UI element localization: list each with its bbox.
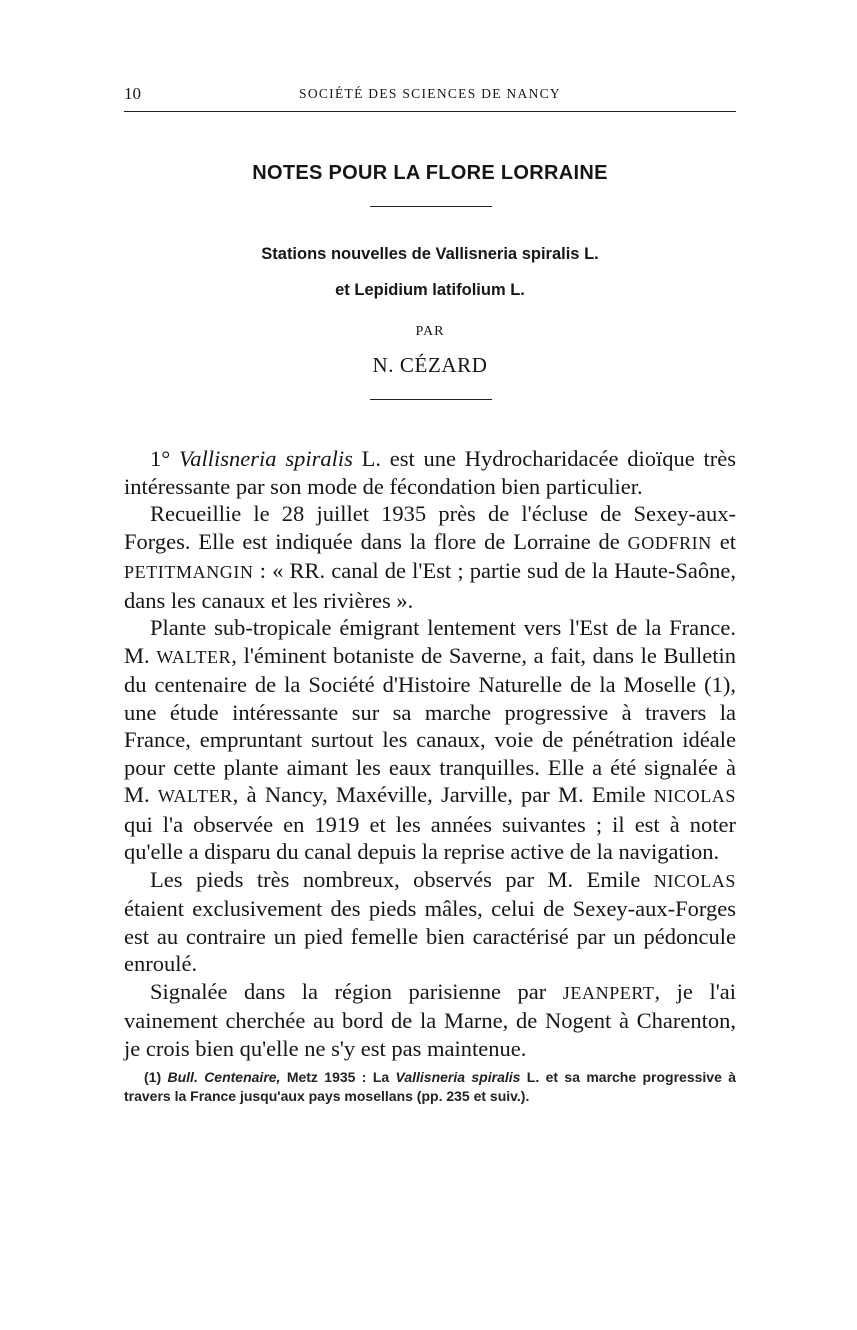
author-name: N. CÉZARD	[372, 353, 488, 377]
species-name: Vallisneria spiralis	[395, 1069, 521, 1085]
article-subtitle-line-1: Stations nouvelles de Vallisneria spiralis L.	[261, 245, 599, 263]
title-divider	[370, 206, 492, 207]
author-divider	[370, 399, 492, 400]
running-head	[124, 84, 736, 106]
article-subtitle-line-2: et Lepidium latifolium L.	[335, 281, 525, 299]
author-reference: GODFRIN	[627, 532, 712, 553]
header-rule	[124, 111, 736, 112]
author-reference: JEANPERT	[562, 982, 655, 1003]
footnote-source: Bull. Centenaire,	[167, 1069, 281, 1085]
author-reference: PETITMANGIN	[124, 562, 254, 582]
section-number: 1°	[150, 446, 171, 471]
by-line: PAR	[415, 324, 445, 339]
paragraph-5: Signalée dans la région parisienne par JEANPERT, je l'ai vainement cherchée au bord de la Marne, de Nogent à Charenton, je crois bien qu'elle ne s'y est pas maintenue.	[124, 978, 736, 1061]
paragraph-4: Les pieds très nombreux, observés par M. Emile NICOLAS étaient exclusivement des pieds mâles, celui de Sexey-aux-Forges est au contraire un pied femelle bien caractérisé par un pédoncule enroulé.	[124, 866, 736, 976]
author-reference: NICOLAS	[653, 870, 736, 891]
journal-name: SOCIÉTÉ DES SCIENCES DE NANCY	[299, 86, 561, 101]
paragraph-1: 1° Vallisneria spiralis L. est une Hydrocharidacée dioïque très intéressante par son mode de fécondation bien particulier.	[124, 446, 736, 499]
author-reference: WALTER	[156, 646, 232, 667]
article-body	[124, 445, 736, 1062]
author-reference: WALTER	[157, 786, 233, 806]
article-title: NOTES POUR LA FLORE LORRAINE	[252, 162, 608, 184]
footnote-marker: (1)	[144, 1069, 162, 1085]
footnote: (1) Bull. Centenaire, Metz 1935 : La Vallisneria spiralis L. et sa marche progressive à travers la France jusqu'aux pays mosellans (pp. 235 et suiv.).	[124, 1069, 737, 1104]
paragraph-3: Plante sub-tropicale émigrant lentement vers l'Est de la France. M. WALTER, l'éminent botaniste de Saverne, a fait, dans le Bulletin du centenaire de la Société d'Histoire Naturelle de la Moselle (1), une étude intéressante sur sa marche progressive à travers la France, empruntant surtout les canaux, voie de pénétration idéale pour cette plante aimant les eaux tranquilles. Elle a été signalée à M. WALTER, à Nancy, Maxéville, Jarville, par M. Emile NICOLAS qui l'a observée en 1919 et les années suivantes ; il est à noter qu'elle a disparu du canal depuis la reprise active de la navigation.	[124, 615, 736, 864]
page-number: 10	[124, 84, 141, 103]
author-reference: NICOLAS	[653, 786, 736, 806]
paragraph-2: Recueillie le 28 juillet 1935 près de l'écluse de Sexey-aux-Forges. Elle est indiquée dans la flore de Lorraine de GODFRIN et PETITMANGIN : « RR. canal de l'Est ; partie sud de la Haute-Saône, dans les canaux et les rivières ».	[124, 501, 736, 613]
species-name: Vallisneria spiralis	[179, 446, 353, 471]
